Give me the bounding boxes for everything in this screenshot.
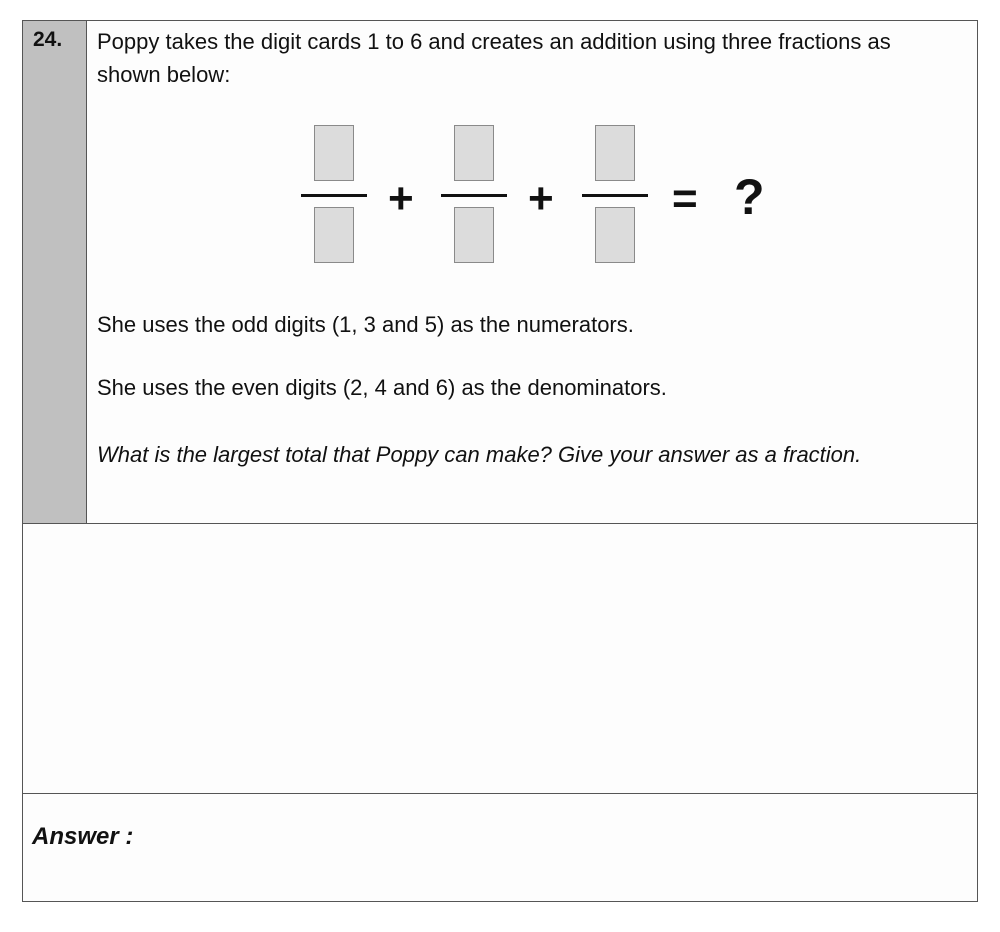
denominator-card-3 [595,207,635,263]
denominator-card-1 [314,207,354,263]
equals-sign: = [672,174,698,223]
fraction-equation [97,121,967,271]
question-mark: ? [734,169,765,225]
odd-digits-sentence: She uses the odd digits (1, 3 and 5) as the numerators. [97,312,634,337]
intro-line-1: Poppy takes the digit cards 1 to 6 and creates an addition using three fractions as [97,29,891,54]
numerator-card-1 [314,125,354,181]
question-intro [97,25,957,91]
question-number: 24. [33,28,63,51]
answer-label: Answer : [32,823,134,850]
question-row [23,21,977,524]
numerator-card-2 [454,125,494,181]
question-prompt: What is the largest total that Poppy can make? Give your answer as a fraction. [97,442,862,467]
plus-sign-1: + [388,174,414,223]
plus-sign-2: + [528,174,554,223]
working-space[interactable] [23,523,977,794]
numerator-card-3 [595,125,635,181]
answer-row[interactable] [23,793,977,901]
fraction-bar-1 [301,194,367,197]
question-sheet [22,20,978,902]
fraction-bar-3 [582,194,648,197]
even-digits-sentence: She uses the even digits (2, 4 and 6) as the denominators. [97,375,667,400]
question-number-column [23,21,87,523]
question-content [97,21,967,523]
intro-line-2: shown below: [97,62,231,87]
denominator-card-2 [454,207,494,263]
fraction-bar-2 [441,194,507,197]
